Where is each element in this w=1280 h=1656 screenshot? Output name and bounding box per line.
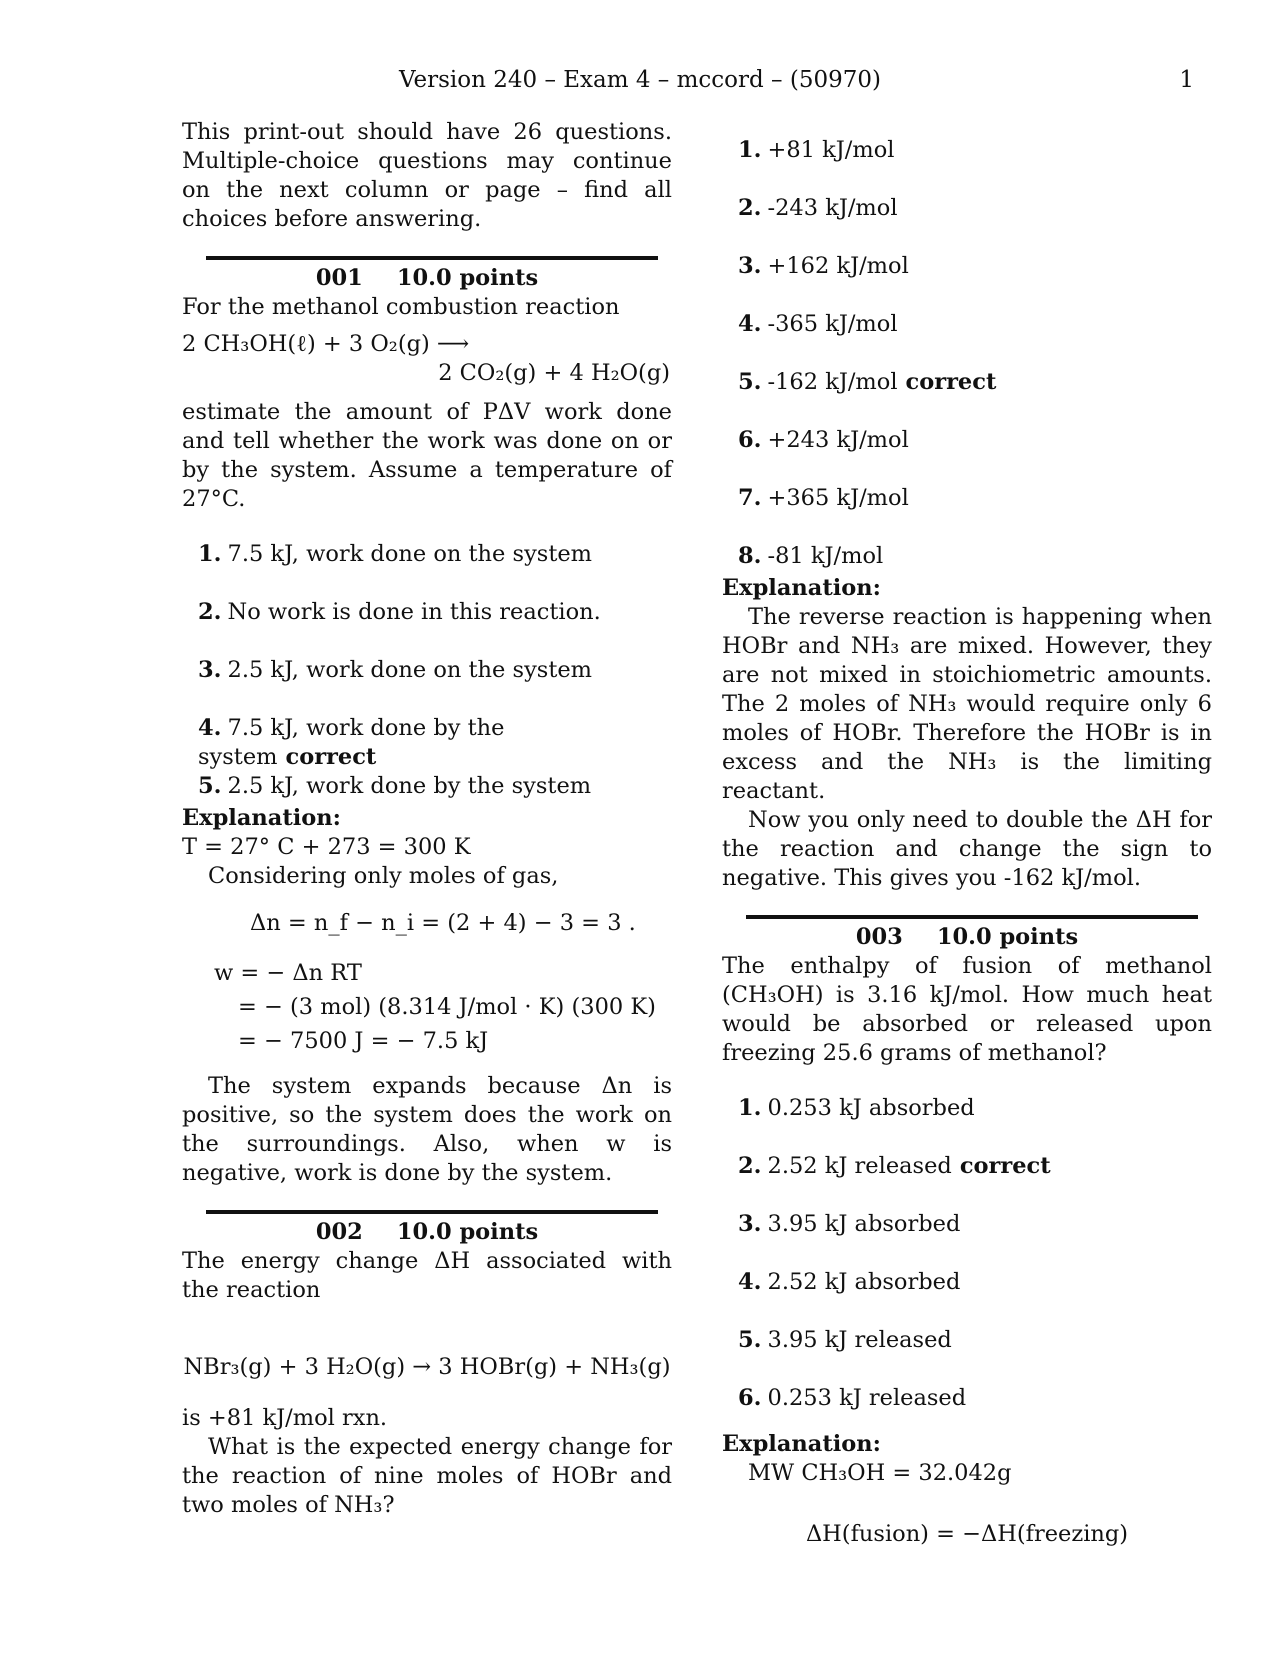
question-text: estimate the amount of PΔV work done and tell whether the work was done on or by the system. Assume a temperature of 27°C. bbox=[182, 399, 672, 512]
choice-text: +162 kJ/mol bbox=[767, 253, 909, 279]
temperature-line: T = 27° C + 273 = 300 K bbox=[182, 834, 471, 860]
question-header-001 bbox=[182, 264, 672, 293]
question-header-003 bbox=[722, 923, 1212, 952]
choice-number: 3. bbox=[738, 1211, 762, 1237]
enthalpy-relation: ΔH(fusion) = −ΔH(freezing) bbox=[805, 1521, 1129, 1547]
work-equation-line: = − 7500 J = − 7.5 kJ bbox=[238, 1028, 489, 1054]
choice-text: -162 kJ/mol bbox=[767, 369, 898, 395]
correct-mark: correct bbox=[959, 1153, 1051, 1179]
choice-number: 2. bbox=[738, 1153, 762, 1179]
explanation-paragraph: The reverse reaction is happening when HOBr and NH₃ are mixed. However, they are not mixed in stoichiometric amounts. The 2 moles of NH₃ would require only 6 moles of HOBr. Therefore the HOBr is in excess and the NH₃ is the limiting reactant. bbox=[722, 604, 1212, 804]
work-equation-line: = − (3 mol) (8.314 J/mol · K) (300 K) bbox=[238, 994, 656, 1020]
choice-text: 0.253 kJ released bbox=[767, 1385, 967, 1411]
answer-choices bbox=[722, 136, 1212, 574]
molecular-weight-line: MW CH₃OH = 32.042g bbox=[748, 1460, 1012, 1486]
answer-choice[interactable] bbox=[722, 1268, 1212, 1326]
choice-text: 3.95 kJ released bbox=[767, 1327, 952, 1353]
answer-choice[interactable] bbox=[722, 136, 1212, 194]
answer-choice[interactable] bbox=[182, 540, 672, 598]
answer-choice[interactable] bbox=[722, 1326, 1212, 1384]
answer-choice[interactable] bbox=[722, 252, 1212, 310]
answer-choice[interactable] bbox=[722, 484, 1212, 542]
explanation-label: Explanation: bbox=[182, 805, 341, 831]
choice-text: 2.5 kJ, work done by the system bbox=[227, 773, 592, 799]
question-points: 10.0 points bbox=[936, 924, 1079, 950]
choice-text: 7.5 kJ, work done on the system bbox=[227, 541, 593, 567]
choice-text: 2.5 kJ, work done on the system bbox=[227, 657, 593, 683]
question-points: 10.0 points bbox=[396, 265, 539, 291]
answer-choice[interactable] bbox=[182, 772, 672, 804]
choice-text: 7.5 kJ, work done by the system bbox=[198, 715, 505, 770]
answer-choice[interactable] bbox=[722, 1210, 1212, 1268]
choice-number: 5. bbox=[198, 773, 222, 799]
choice-number: 7. bbox=[738, 485, 762, 511]
choice-text: 0.253 kJ absorbed bbox=[767, 1095, 975, 1121]
choice-text: 3.95 kJ absorbed bbox=[767, 1211, 961, 1237]
question-header-002 bbox=[182, 1218, 672, 1247]
work-equation-line: w = − Δn RT bbox=[214, 960, 362, 986]
correct-mark: correct bbox=[285, 744, 377, 770]
answer-choices bbox=[182, 540, 672, 804]
choice-number: 3. bbox=[738, 253, 762, 279]
intro-text: This print-out should have 26 questions. Multiple-choice questions may continue on the next column or page – find all choices before answering. bbox=[182, 119, 672, 232]
delta-n-equation: Δn = n_f − n_i = (2 + 4) − 3 = 3 . bbox=[250, 910, 636, 936]
choice-text: +365 kJ/mol bbox=[767, 485, 909, 511]
question-text: The enthalpy of fusion of methanol (CH₃OH) is 3.16 kJ/mol. How much heat would be absorbed or released upon freezing 25.6 grams of methanol? bbox=[722, 953, 1212, 1066]
page-number: 1 bbox=[1179, 67, 1194, 93]
answer-choice[interactable] bbox=[722, 310, 1212, 368]
choice-number: 1. bbox=[738, 137, 762, 163]
right-column bbox=[722, 136, 1212, 1549]
question-divider bbox=[206, 256, 658, 260]
answer-choice[interactable] bbox=[722, 194, 1212, 252]
explanation-label: Explanation: bbox=[722, 1431, 881, 1457]
choice-text: -243 kJ/mol bbox=[767, 195, 898, 221]
exam-title: Version 240 – Exam 4 – mccord – (50970) bbox=[399, 67, 881, 93]
choice-text: No work is done in this reaction. bbox=[227, 599, 601, 625]
answer-choice[interactable] bbox=[722, 426, 1212, 484]
question-stem: The energy change ΔH associated with the reaction bbox=[182, 1248, 672, 1303]
reaction-equation-left: 2 CH₃OH(ℓ) + 3 O₂(g) ⟶ bbox=[182, 331, 470, 357]
explanation-label: Explanation: bbox=[722, 575, 881, 601]
considering-line: Considering only moles of gas, bbox=[208, 863, 559, 889]
choice-number: 2. bbox=[738, 195, 762, 221]
question-number: 002 bbox=[315, 1219, 363, 1245]
choice-text: -81 kJ/mol bbox=[767, 543, 884, 569]
choice-number: 6. bbox=[738, 427, 762, 453]
answer-choice[interactable] bbox=[182, 656, 672, 714]
conclusion-text: The system expands because Δn is positive, so the system does the work on the surroundings. Also, when w is negative, work is done by the system. bbox=[182, 1073, 672, 1186]
reaction-equation: NBr₃(g) + 3 H₂O(g) → 3 HOBr(g) + NH₃(g) bbox=[183, 1354, 671, 1380]
answer-choices bbox=[722, 1094, 1212, 1416]
choice-number: 5. bbox=[738, 1327, 762, 1353]
answer-choice[interactable] bbox=[722, 542, 1212, 574]
choice-text: 2.52 kJ absorbed bbox=[767, 1269, 961, 1295]
page-header bbox=[0, 66, 1280, 98]
choice-number: 6. bbox=[738, 1385, 762, 1411]
correct-mark: correct bbox=[905, 369, 997, 395]
question-stem: For the methanol combustion reaction bbox=[182, 294, 620, 320]
question-divider bbox=[746, 915, 1198, 919]
reaction-value: is +81 kJ/mol rxn. bbox=[182, 1405, 388, 1431]
choice-number: 4. bbox=[738, 1269, 762, 1295]
question-number: 001 bbox=[315, 265, 363, 291]
question-points: 10.0 points bbox=[396, 1219, 539, 1245]
choice-text: -365 kJ/mol bbox=[767, 311, 898, 337]
answer-choice[interactable] bbox=[182, 714, 672, 772]
choice-number: 1. bbox=[198, 541, 222, 567]
choice-number: 2. bbox=[198, 599, 222, 625]
left-column bbox=[182, 118, 672, 1520]
choice-text: 2.52 kJ released bbox=[767, 1153, 952, 1179]
answer-choice[interactable] bbox=[722, 1094, 1212, 1152]
work-equation-block bbox=[182, 956, 672, 1058]
choice-number: 4. bbox=[738, 311, 762, 337]
answer-choice[interactable] bbox=[722, 368, 1212, 426]
answer-choice[interactable] bbox=[722, 1152, 1212, 1210]
choice-number: 8. bbox=[738, 543, 762, 569]
explanation-paragraph: Now you only need to double the ΔH for the reaction and change the sign to negative. This gives you -162 kJ/mol. bbox=[722, 807, 1212, 891]
answer-choice[interactable] bbox=[722, 1384, 1212, 1416]
question-divider bbox=[206, 1210, 658, 1214]
question-text: What is the expected energy change for the reaction of nine moles of HOBr and two moles of NH₃? bbox=[182, 1434, 672, 1518]
choice-text: +81 kJ/mol bbox=[767, 137, 895, 163]
answer-choice[interactable] bbox=[182, 598, 672, 656]
question-number: 003 bbox=[855, 924, 903, 950]
reaction-equation-right: 2 CO₂(g) + 4 H₂O(g) bbox=[438, 360, 670, 386]
choice-number: 3. bbox=[198, 657, 222, 683]
choice-text: +243 kJ/mol bbox=[767, 427, 909, 453]
choice-number: 5. bbox=[738, 369, 762, 395]
choice-number: 4. bbox=[198, 715, 222, 741]
choice-number: 1. bbox=[738, 1095, 762, 1121]
